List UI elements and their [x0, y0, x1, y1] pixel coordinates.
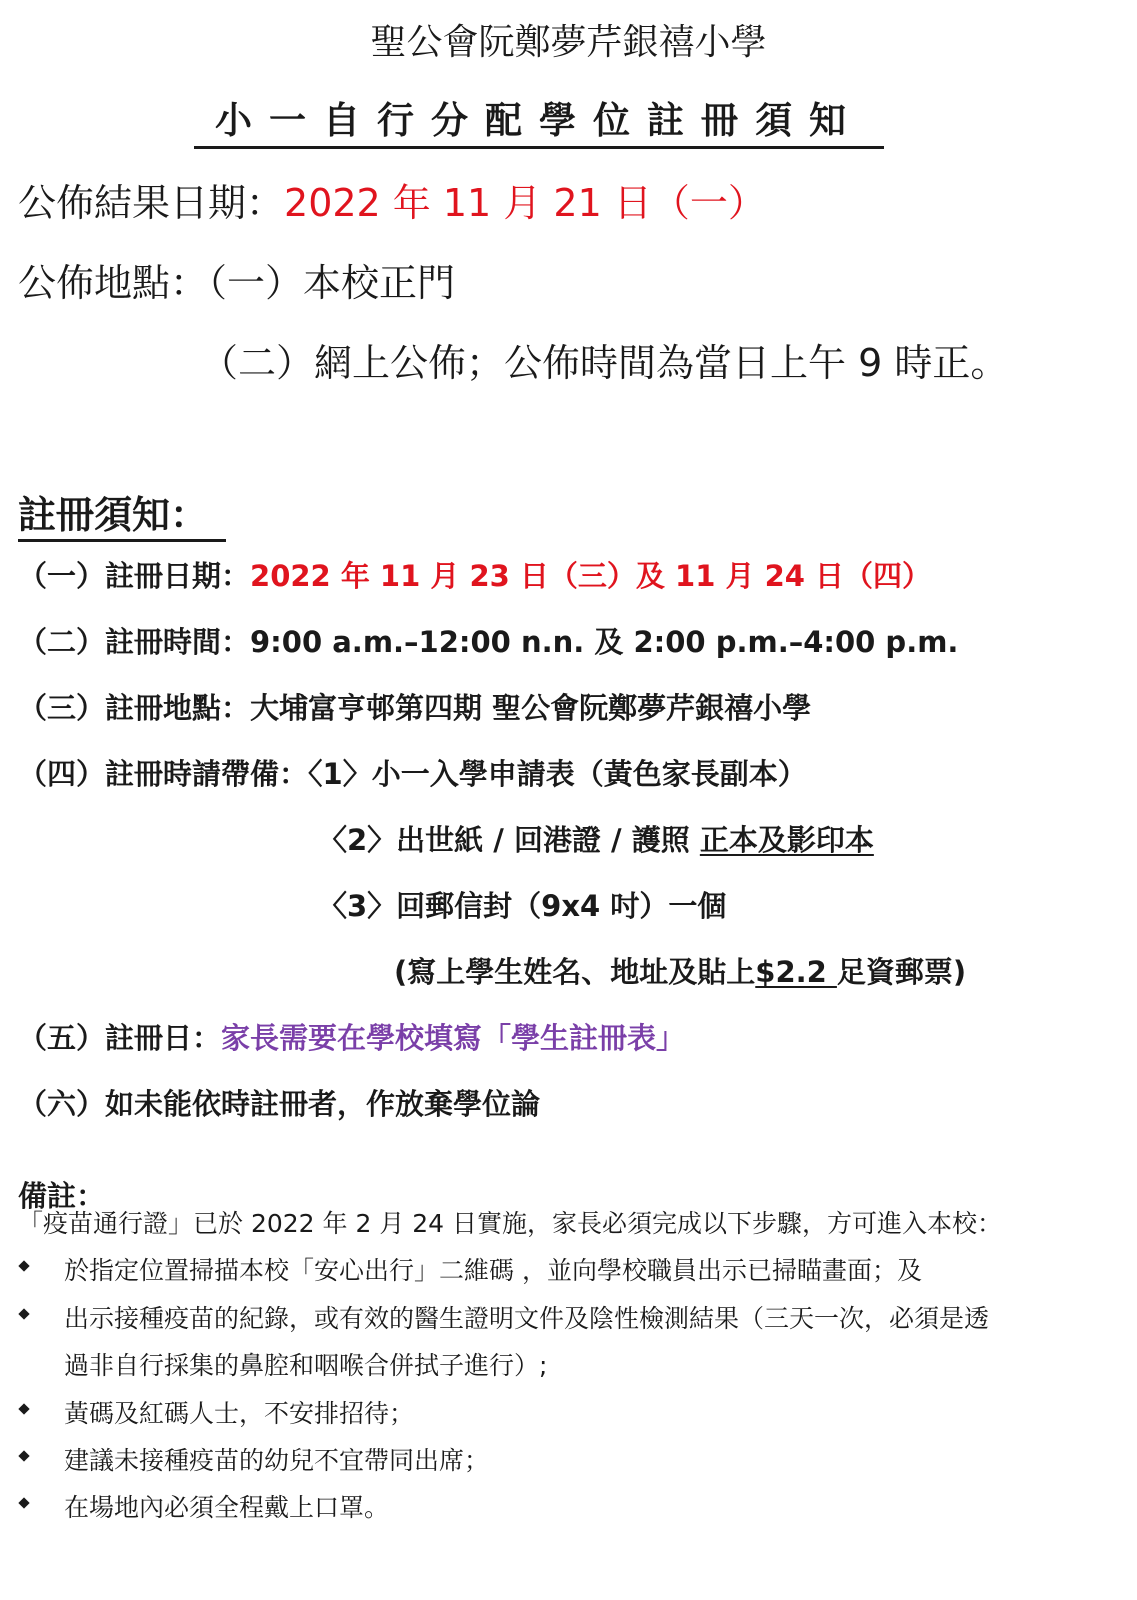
bring-item-2	[318, 818, 874, 859]
bring2-copies: 正本及影印本	[699, 823, 874, 857]
notice-item-2: （二）註冊時間：9:00 a.m.–12:00 n.n. 及 2:00 p.m.–4:00 p.m.	[18, 625, 959, 659]
remark-bullet-5: 在場地內必須全程戴上口罩。	[64, 1493, 390, 1522]
document-title: 小一自行分配學位註冊須知	[194, 90, 884, 149]
notice-item-5	[18, 1016, 685, 1057]
notice-heading: 註冊須知：	[18, 484, 226, 542]
bullet-icon	[18, 1260, 29, 1271]
item5-label: （五）註冊日：	[18, 1021, 222, 1055]
notice-item-1	[18, 554, 931, 595]
announce-date-label: 公佈結果日期：	[18, 181, 285, 225]
item1-value: 2022 年 11 月 23 日（三）及 11 月 24 日（四）	[250, 559, 932, 593]
notice-item-3: （三）註冊地點：大埔富亨邨第四期 聖公會阮鄭夢芹銀禧小學	[18, 691, 812, 725]
announce-place-1: （一）本校正門	[208, 261, 456, 305]
bring-item-3: 〈3〉回郵信封（9x4 吋）一個	[318, 889, 727, 923]
item5-value: 家長需要在學校填寫「學生註冊表」	[221, 1021, 686, 1055]
bullet-icon	[18, 1450, 29, 1461]
remarks-intro: 「疫苗通行證」已於 2022 年 2 月 24 日實施，家長必須完成以下步驟，方可進入本校：	[18, 1209, 1003, 1238]
announce-place-line	[18, 252, 455, 307]
bring3-stamp-amount: $2.2	[755, 955, 837, 989]
item4-label: （四）註冊時請帶備：	[18, 757, 309, 791]
remark-bullet-2-cont: 過非自行採集的鼻腔和咽喉合併拭子進行）;	[64, 1351, 548, 1380]
bullet-icon	[18, 1497, 29, 1508]
remarks-heading: 備註：	[18, 1179, 106, 1213]
remark-bullet-4: 建議未接種疫苗的幼兒不宜帶同出席；	[64, 1446, 490, 1475]
notice-item-6: （六）如未能依時註冊者，作放棄學位論	[18, 1087, 541, 1121]
announce-date-line	[18, 172, 766, 227]
bring2-docs: 〈2〉出世紙 / 回港證 / 護照	[318, 823, 700, 857]
bring-item-1: 〈1〉小一入學申請表（黃色家長副本）	[308, 757, 807, 791]
school-name: 聖公會阮鄭夢芹銀禧小學	[370, 22, 767, 63]
announce-place-label: 公佈地點：	[18, 261, 209, 305]
bring3-note-a: (寫上學生姓名、地址及貼上	[394, 955, 756, 989]
bullet-icon	[18, 1308, 29, 1319]
notice-item-4	[18, 752, 807, 793]
remark-bullet-2: 出示接種疫苗的紀錄，或有效的醫生證明文件及陰性檢測結果（三天一次，必須是透	[64, 1304, 990, 1333]
announce-place-2: （二）網上公佈；公佈時間為當日上午 9 時正。	[200, 341, 1009, 385]
bring3-note-c: 足資郵票)	[836, 955, 967, 989]
item1-label: （一）註冊日期：	[18, 559, 251, 593]
bring-item-3-note	[394, 950, 966, 991]
bullet-icon	[18, 1403, 29, 1414]
remark-bullet-1: 於指定位置掃描本校「安心出行」二維碼 ，並向學校職員出示已掃瞄畫面；及	[64, 1256, 922, 1285]
remark-bullet-3: 黃碼及紅碼人士，不安排招待；	[64, 1399, 415, 1428]
announce-date-value: 2022 年 11 月 21 日（一）	[284, 181, 766, 225]
